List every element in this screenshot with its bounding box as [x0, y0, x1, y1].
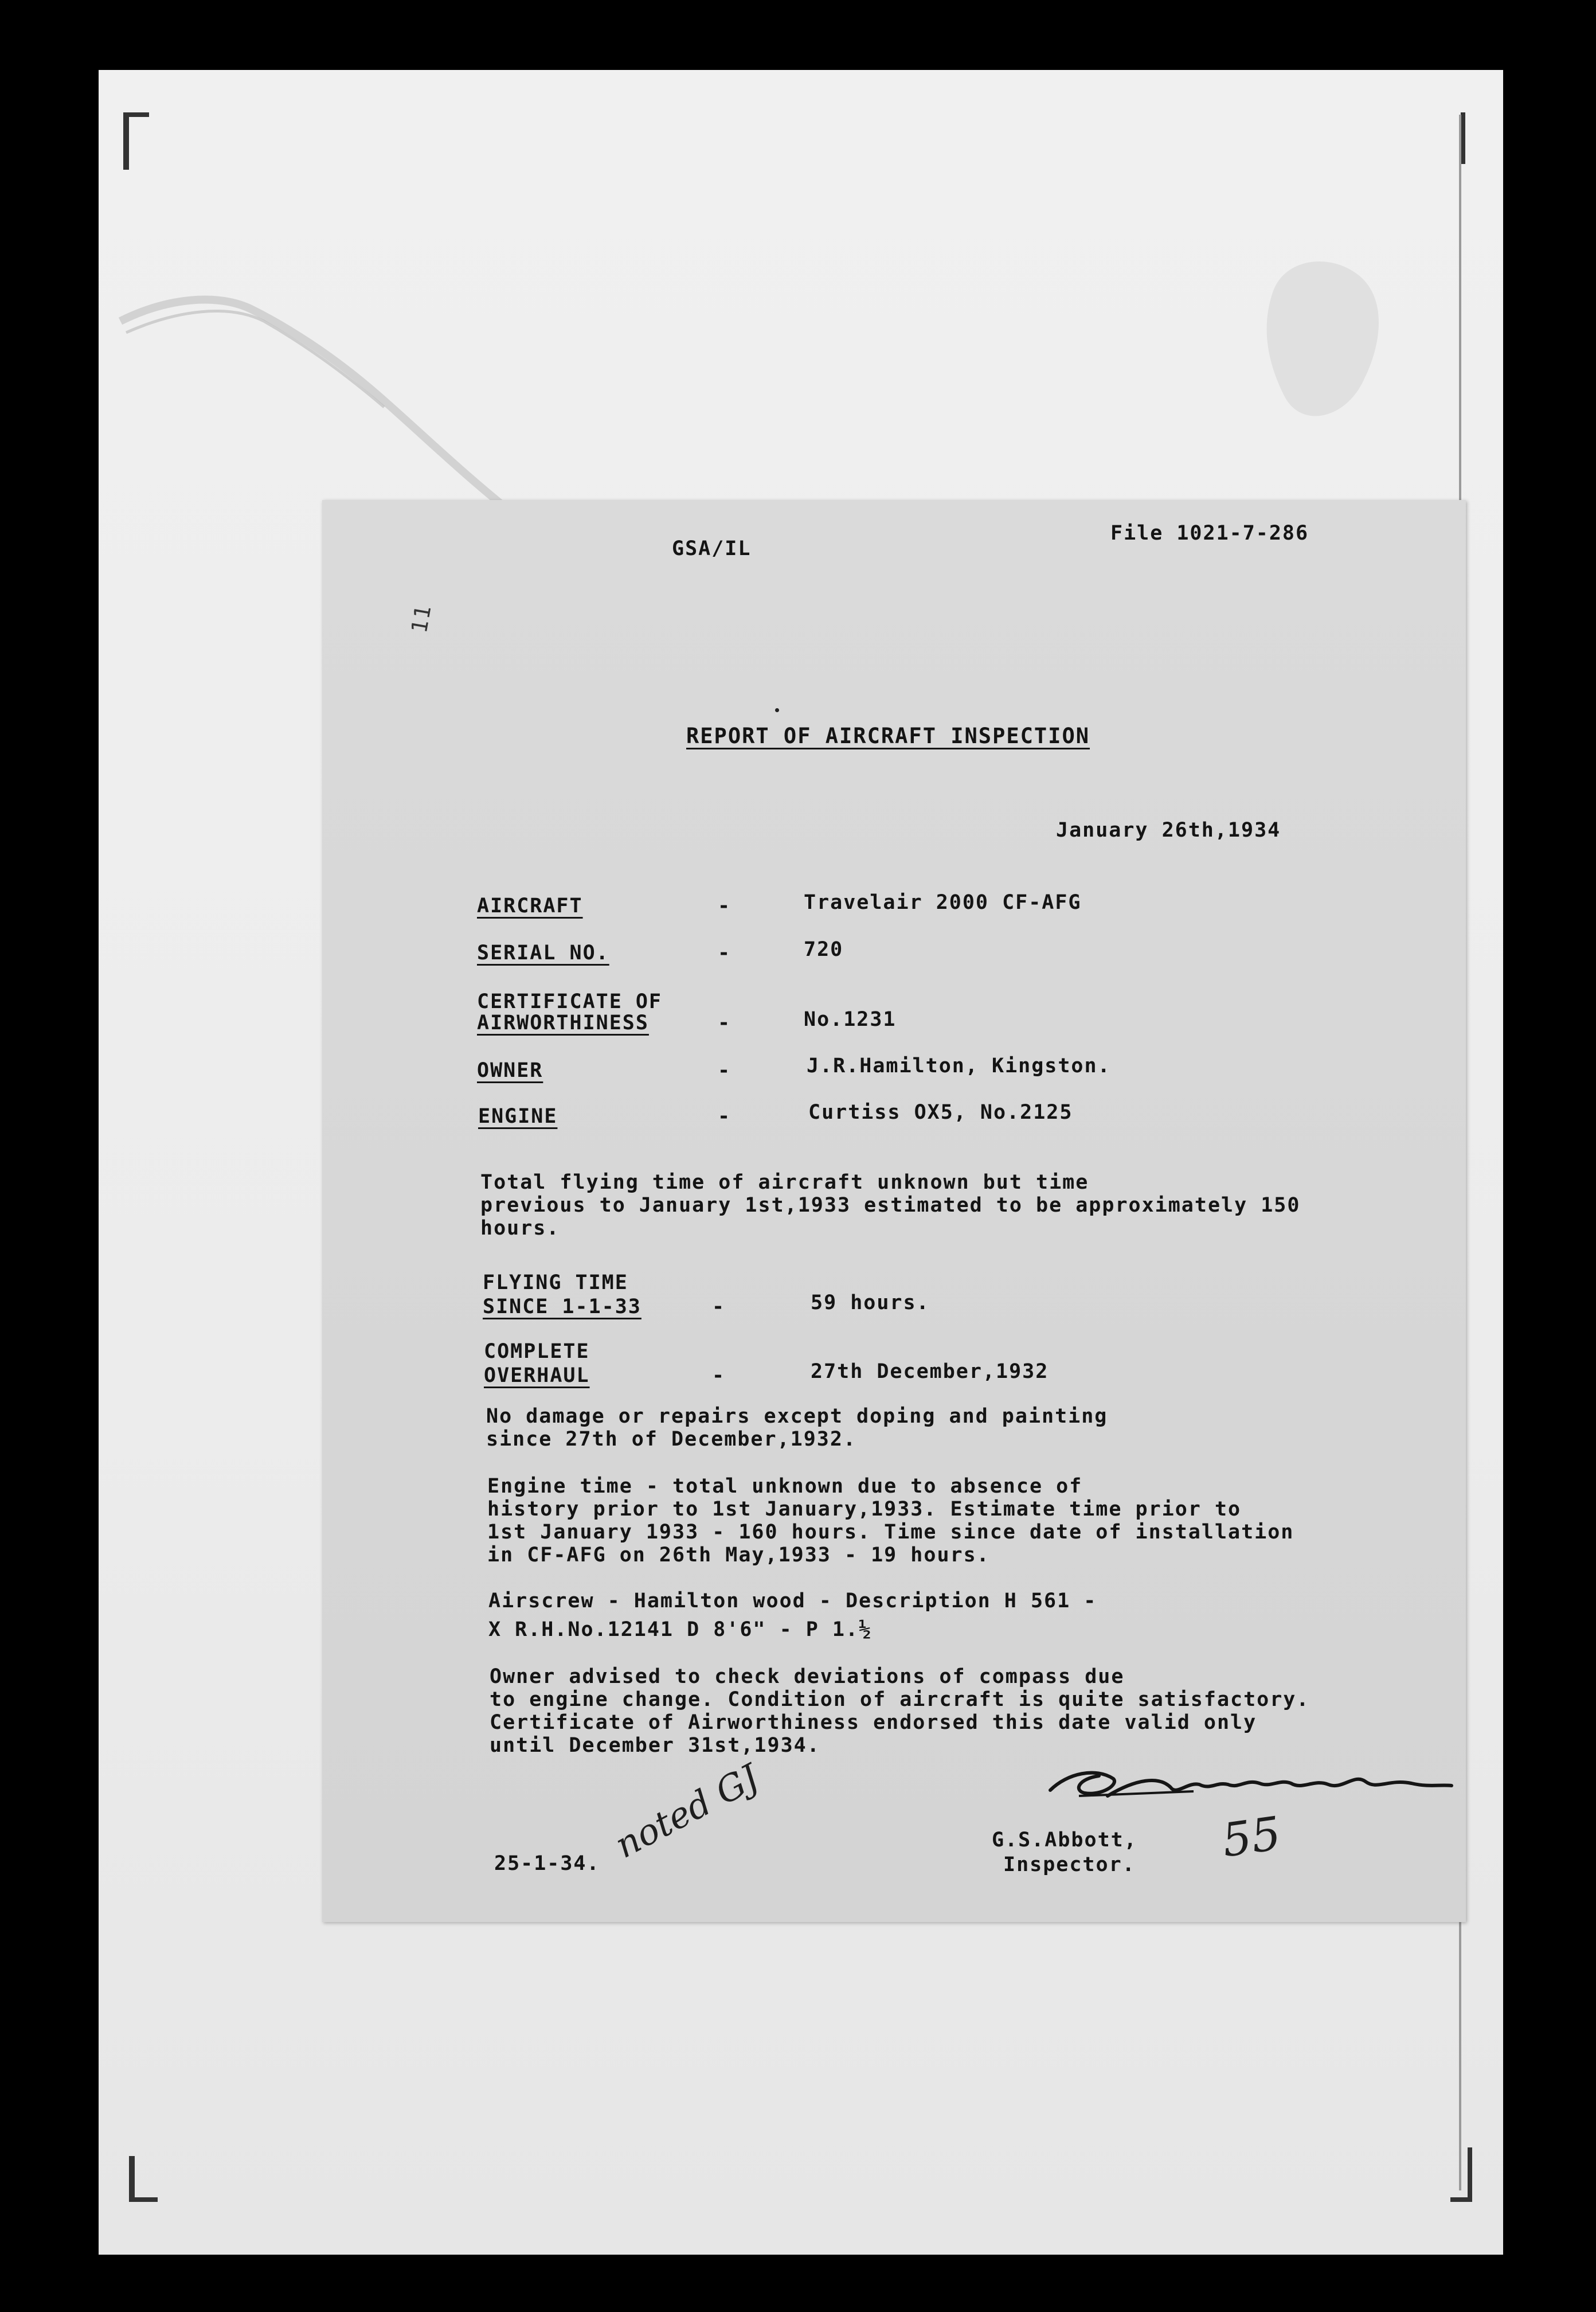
crop-mark-bottom-left [129, 2156, 135, 2202]
report-title: REPORT OF AIRCRAFT INSPECTION [686, 724, 1090, 748]
inspection-report-page [322, 500, 1466, 1922]
field-label-certificate-line2: AIRWORTHINESS [477, 1011, 649, 1034]
para-damage-line1: No damage or repairs except doping and painting [486, 1405, 1108, 1428]
footer-annotation: noted GJ [608, 1756, 766, 1866]
field-dash-overhaul: - [712, 1364, 726, 1387]
para-airscrew-line1: Airscrew - Hamilton wood - Description H 561 - [488, 1590, 1097, 1612]
field-dash-serial: - [718, 942, 732, 964]
crop-mark-top-right [1461, 112, 1465, 164]
footer-date: 25-1-34. [494, 1852, 600, 1875]
backing-stain [115, 287, 545, 528]
header-file-number: File 1021-7-286 [1110, 522, 1309, 545]
field-label-overhaul-line1: COMPLETE [484, 1340, 590, 1363]
field-dash-aircraft: - [718, 895, 732, 917]
signer-name: G.S.Abbott, [992, 1829, 1137, 1852]
inspector-signature [1045, 1756, 1457, 1819]
page-number-handwritten: 55 [1219, 1806, 1284, 1868]
crop-mark-bottom-right [1468, 2147, 1472, 2202]
para-engine-line4: in CF-AFG on 26th May,1933 - 19 hours. [487, 1544, 990, 1567]
para-total-line3: hours. [480, 1217, 560, 1240]
field-value-certificate: No.1231 [804, 1008, 897, 1031]
field-label-aircraft: AIRCRAFT [477, 895, 583, 917]
para-engine-line3: 1st January 1933 - 160 hours. Time since date of installation [487, 1521, 1294, 1544]
para-total-line1: Total flying time of aircraft unknown but time [480, 1171, 1089, 1194]
para-engine-line1: Engine time - total unknown due to absence of [487, 1475, 1083, 1498]
crop-mark-top-left-h [123, 112, 149, 117]
field-label-flying-time-line1: FLYING TIME [483, 1271, 628, 1294]
header-ref: GSA/IL [672, 537, 752, 560]
field-dash-engine: - [718, 1105, 732, 1128]
para-airscrew-line2: X R.H.No.12141 D 8'6" - P 1.½ [488, 1618, 873, 1641]
crop-mark-top-left [123, 112, 129, 170]
para-damage-line2: since 27th of December,1932. [486, 1428, 857, 1451]
signer-title: Inspector. [1003, 1853, 1136, 1876]
para-owner-line1: Owner advised to check deviations of compass due [490, 1665, 1125, 1688]
field-label-serial: SERIAL NO. [477, 942, 609, 964]
field-label-certificate-line1: CERTIFICATE OF [477, 990, 663, 1013]
field-label-overhaul-line2: OVERHAUL [484, 1364, 590, 1387]
field-label-owner: OWNER [477, 1059, 543, 1082]
crop-mark-bottom-right-h [1450, 2197, 1472, 2202]
margin-mark: 11 [406, 602, 436, 635]
field-label-engine: ENGINE [478, 1105, 558, 1128]
para-owner-line2: to engine change. Condition of aircraft is quite satisfactory. [490, 1688, 1310, 1711]
field-value-serial: 720 [804, 938, 844, 961]
para-owner-line3: Certificate of Airworthiness endorsed this date valid only [490, 1711, 1257, 1734]
field-dash-flying-time: - [712, 1295, 726, 1318]
para-total-line2: previous to January 1st,1933 estimated to be approximately 150 [480, 1194, 1301, 1217]
report-date: January 26th,1934 [1056, 819, 1281, 842]
para-owner-line4: until December 31st,1934. [490, 1734, 820, 1757]
field-value-flying-time: 59 hours. [811, 1291, 930, 1314]
field-value-engine: Curtiss OX5, No.2125 [808, 1101, 1073, 1124]
crop-mark-bottom-left-h [129, 2197, 158, 2202]
field-value-owner: J.R.Hamilton, Kingston. [807, 1055, 1111, 1077]
field-dash-certificate: - [718, 1011, 732, 1034]
field-value-aircraft: Travelair 2000 CF-AFG [804, 891, 1082, 914]
field-value-overhaul: 27th December,1932 [811, 1360, 1049, 1383]
para-engine-line2: history prior to 1st January,1933. Estimate time prior to [487, 1498, 1242, 1521]
field-label-flying-time-line2: SINCE 1-1-33 [483, 1295, 641, 1318]
ink-dot [775, 708, 779, 712]
backing-blot [1250, 247, 1399, 436]
field-dash-owner: - [718, 1059, 732, 1082]
